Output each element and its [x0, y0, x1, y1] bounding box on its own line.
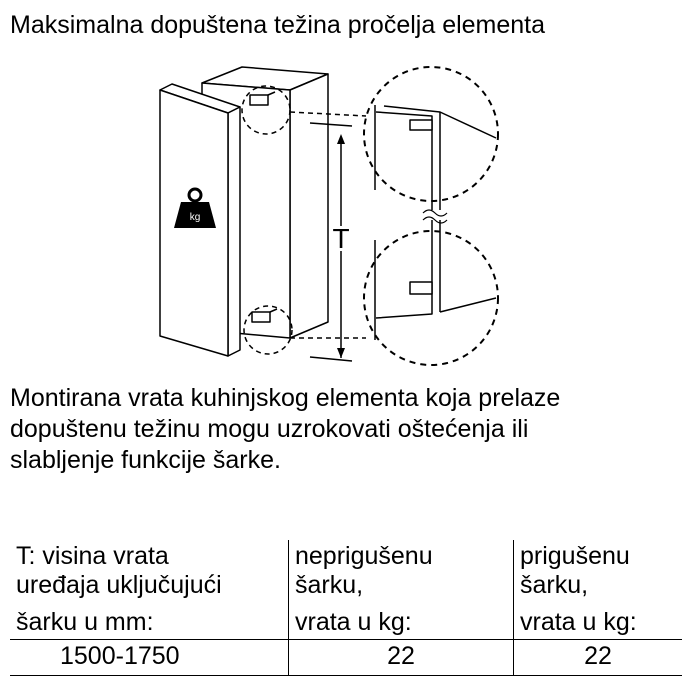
- cell-undamped-weight: 22: [289, 640, 514, 676]
- door-weight-table: [10, 540, 682, 676]
- page-title: Maksimalna dopuštena težina pročelja elementa: [10, 11, 546, 39]
- weight-unit-label: kg: [189, 212, 201, 223]
- note-line: dopuštenu težinu mogu uzrokovati oštećenja ili: [10, 415, 529, 443]
- column-header-damped-hinge: prigušenu šarku, vrata u kg:: [514, 540, 683, 640]
- upper-hinge-detail: [364, 67, 498, 210]
- table-header-row: [10, 540, 682, 640]
- door-weight-illustration: [140, 50, 510, 370]
- lower-hinge-detail: [364, 220, 498, 365]
- column-header-undamped-hinge: neprigušenu šarku, vrata u kg:: [289, 540, 514, 640]
- table-row: [10, 640, 682, 676]
- column-header-door-height: T: visina vrata uređaja uključujući šarku u mm:: [10, 540, 289, 640]
- note-line: slabljenje funkcije šarke.: [10, 446, 281, 474]
- note-line: Montirana vrata kuhinjskog elementa koja prelaze: [10, 384, 561, 412]
- cell-damped-weight: 22: [514, 640, 683, 676]
- height-marker-label: T: [332, 223, 350, 254]
- warning-note: [10, 383, 690, 476]
- cell-door-height-range: 1500-1750: [10, 640, 289, 676]
